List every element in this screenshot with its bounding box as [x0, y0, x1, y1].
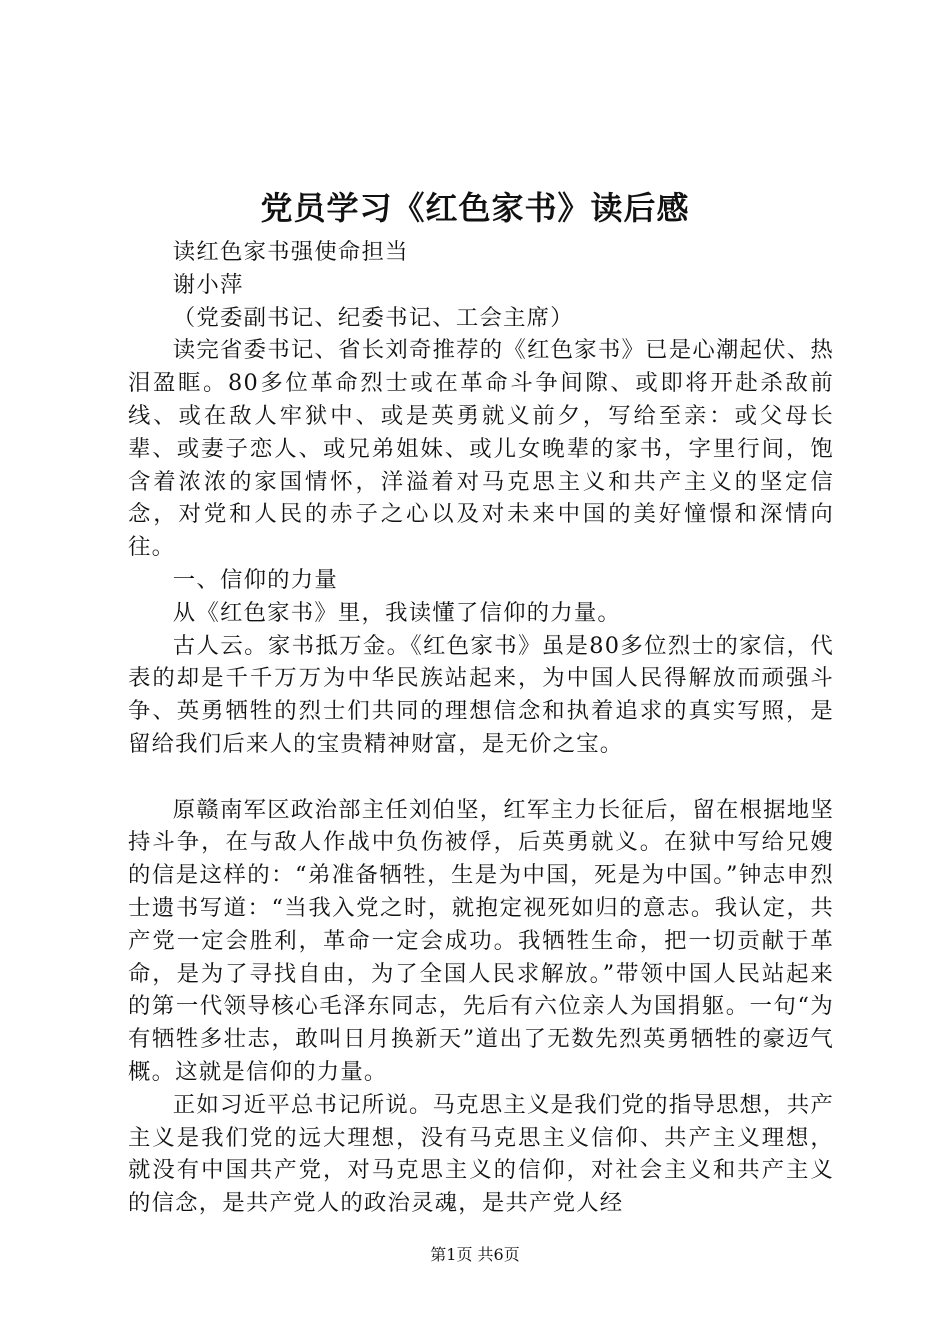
- document-title: 党员学习《红色家书》读后感: [260, 189, 690, 227]
- subtitle-paragraph: 读红色家书强使命担当: [172, 239, 409, 265]
- section-heading: 一、信仰的力量: [172, 566, 338, 593]
- page-number-footer: 第1页 共6页: [430, 1245, 520, 1264]
- body-paragraph: 古人云。家书抵万金。《红色家书》虽是80多位烈士的家信，代表的却是千千万万为中华民族站起来，为中国人民得解放而顽强斗争、英勇牺牲的烈士们共同的理想信念和执着追求的真实写照，是留给我们后来人的宝贵精神财富，是无价之宝。: [128, 632, 834, 757]
- document-body: [128, 236, 834, 1220]
- body-paragraph: 读完省委书记、省长刘奇推荐的《红色家书》已是心潮起伏、热泪盈眶。80多位革命烈士或在革命斗争间隙、或即将开赴杀敌前线、或在敌人牢狱中、或是英勇就义前夕，写给至亲：或父母长辈、或妻子恋人、或兄弟姐妹、或儿女晚辈的家书，字里行间，饱含着浓浓的家国情怀，洋溢着对马克思主义和共产主义的坚定信念，对党和人民的赤子之心以及对未来中国的美好憧憬和深情向往。: [128, 337, 834, 561]
- body-paragraph: 正如习近平总书记所说。马克思主义是我们党的指导思想，共产主义是我们党的远大理想，没有马克思主义信仰、共产主义理想，就没有中国共产党，对马克思主义的信仰，对社会主义和共产主义的信念，是共产党人的政治灵魂，是共产党人经: [128, 1091, 834, 1217]
- author-position: （党委副书记、纪委书记、工会主席）: [172, 304, 574, 331]
- body-paragraph: 原赣南军区政治部主任刘伯坚，红军主力长征后，留在根据地坚持斗争，在与敌人作战中负伤被俘，后英勇就义。在狱中写给兄嫂的信是这样的：“弟准备牺牲，生是为中国，死是为中国。”钟志申烈士遗书写道：“当我入党之时，就抱定视死如归的意志。我认定，共产党一定会胜利，革命一定会成功。我牺牲生命，把一切贡献于革命，是为了寻找自由，为了全国人民求解放。”带领中国人民站起来的第一代领导核心毛泽东同志，先后有六位亲人为国捐躯。一句“为有牺牲多壮志，敢叫日月换新天”道出了无数先烈英勇牺牲的豪迈气概。这就是信仰的力量。: [128, 796, 834, 1085]
- body-paragraph: 从《红色家书》里，我读懂了信仰的力量。: [172, 599, 622, 626]
- author-name: 谢小萍: [172, 271, 244, 298]
